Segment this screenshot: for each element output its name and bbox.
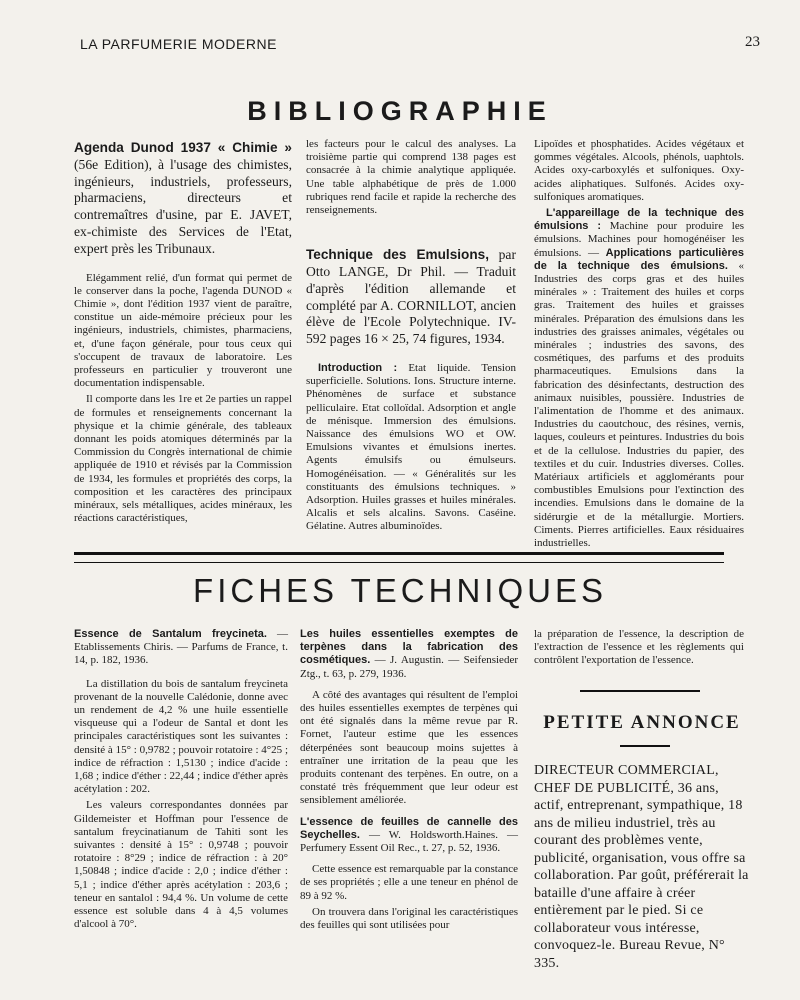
paragraph: Elégamment relié, d'un format qui permet de le conserver dans la poche, l'agenda DUNOD « Chimie », dont l'édition 1937 vient de paraître, constitue un aide-mémoire précieux pour les ingénieurs, industriels, chimistes, pharmaciens, et, d'une façon générale, pour tous ceux qui s'occupent de travaux de laboratoire. Les professeurs en particulier y trouveront une documentation indispensable. (74, 271, 292, 390)
run-in-head: Applications particulières de la technique des émulsions. (534, 246, 745, 272)
fiche-entry-santalum (74, 628, 288, 668)
fiches-techniques-title: FICHES TECHNIQUES (193, 572, 607, 609)
paragraph-introduction (306, 362, 516, 534)
biblio-column-2 (306, 138, 516, 537)
biblio-column-1 (74, 140, 292, 528)
run-in-text: Machine pour produire les émulsions. Machines pour homogénéiser les émulsions. — (534, 220, 744, 259)
entry-title: Technique des Emulsions, (306, 247, 489, 263)
paragraph: Lipoïdes et phosphatides. Acides végétaux et gommes végétales. Alcools, phénols, uaphtols. Acides oxy-carboxylés et sulfoniques. Oxy-acides aliphatiques. Sulfonés. Acides oxy-sulfoniques aromatiques. (534, 138, 744, 203)
entry-description: (56e Edition), à l'usage des chimistes, ingénieurs, industriels, professeurs, pharmaciens, directeurs et contremaîtres d'usine, par E. JAVET, ex-chimiste des Services de l'Etat, expert près les Tribunaux. (74, 156, 292, 256)
petite-annonce-text: DIRECTEUR COMMERCIAL, CHEF DE PUBLICITÉ, 36 ans, actif, entreprenant, sympathique, 18 ans de milieu industriel, très au courant des problèmes vente, publicité, organisation, vous offre sa collaboration. Par goût, préférerait la bataille d'une affaire à créer entièrement par le pied. Si ce collaborateur vous intéresse, convoquez-le. Bureau Revue, N° 335. (534, 763, 749, 971)
paragraph: les facteurs pour le calcul des analyses. La troisième partie qui comprend 138 pages est consacrée à la chimie analytique appliquée. Une table alphabétique de près de 1.000 rubriques rend facile et rapide la recherche des renseignements. (306, 138, 516, 217)
entry-reference: — J. Augustin. — Seifensieder Ztg., t. 63, p. 279, 1936. (300, 654, 518, 680)
entry-title: Essence de Santalum freycineta. (74, 628, 267, 640)
bibliographie-title: BIBLIOGRAPHIE (247, 96, 553, 126)
biblio-entry-agenda (74, 140, 292, 258)
run-in-head: L'appareillage de la technique des émulsions : (534, 207, 744, 233)
run-in-text: Etat liquide. Tension superficielle. Solutions. Ions. Structure interne. Phénomènes de surface et substance pelliculaire. Etat colloïdal. Adsorption et angle de ménisque. Immersion des émulsions. Naissance des émulsions WO et OW. Emulsions vivantes et émulsions inertes. Agents émulsifs ou émulseurs. Homogénéisation. — « Généralités sur les constituants des émulsions techniques. » Adsorption. Huiles grasses et huiles minérales. Alcalis et sels alcalins. Savons. Caséine. Gélatine. Autres albuminoïdes. (306, 362, 516, 533)
entry-description: par Otto LANGE, Dr Phil. — Traduit d'après l'édition allemande et complété par A. CORNILLOT, ancien élève de l'Ecole Polytechnique. IV-592 pages 16 × 25, 74 figures, 1934. (306, 247, 516, 347)
paragraph-appareillage (534, 207, 744, 550)
petite-annonce-title: PETITE ANNONCE (543, 712, 741, 733)
paragraph: La distillation du bois de santalum freycineta provenant de la nouvelle Calédonie, donne avec un rendement de 4,2 % une huile essentielle visqueuse qui a l'odeur de Santal et dont les principales caractéristiques sont les suivantes : densité à 15° : 0,9782 ; pouvoir rotatoire : 4°25 ; indice de réfraction : 1,5130 ; indice d'acide : 1,68 ; indice d'éther : 22,44 ; indice d'éther après acétylation : 202. (74, 677, 288, 796)
running-head: LA PARFUMERIE MODERNE (80, 36, 277, 52)
fiche-entry-cannelle (300, 816, 518, 856)
entry-title: Les huiles essentielles exemptes de terpènes dans la fabrication des cosmétiques. (300, 628, 518, 667)
annonce-rule-top (580, 690, 700, 692)
entry-reference: — Etablissements Chiris. — Parfums de France, t. 14, p. 182, 1936. (74, 628, 288, 667)
entry-title: L'essence de feuilles de cannelle des Seychelles. (300, 815, 518, 841)
annonce-rule-bottom (620, 745, 670, 747)
entry-reference: — W. Holdsworth.Haines. — Perfumery Essent Oil Rec., t. 27, p. 52, 1936. (300, 828, 518, 855)
fiches-column-1 (74, 628, 288, 934)
fiches-column-3 (534, 628, 744, 671)
paragraph: On trouvera dans l'original les caractéristiques des feuilles qui sont utilisées pour (300, 905, 518, 932)
biblio-column-3 (534, 138, 744, 553)
run-in-text: « Industries des corps gras et des huiles minérales » : Traitement des huiles et corps gras. Traitement des huiles et graisses minérales. Préparation des émulsions dans les industries des graisses animales, végétales ou minérales ; industries des savons, des cosmétiques, des parfums et des produits pharmaceutiques. Emulsions dans la fabrication des désinfectants, destruction des animaux nuisibles, poussière. Industries de l'alimentation de l'homme et des animaux. Industries du caoutchouc, des résines, vernis, laques, couleurs et peintures. Industries du bois et de la cellulose. Industries du papier, des textiles et du cuir. Industries diverses. Colles. Matériaux artificiels et agglomérants pour combustibles Emulsions pour l'extinction des incendies. Emulsions dans le domaine de la sidérurgie et de la métallurgie. Mortiers. Ciments. Pierres artificielles. Eaux résiduaires industrielles. (534, 259, 744, 550)
paragraph: A côté des avantages qui résultent de l'emploi des huiles essentielles exemptes de terpènes qui ont été signalés dans la même revue par R. Fornet, l'auteur estime que les essences déterpénées sont beaucoup moins sujettes à entraîner une irritation de la peau que les produits contenant des terpènes. En outre, on a constaté très fréquemment que leur odeur est sensiblement améliorée. (300, 688, 518, 807)
fiches-column-2 (300, 628, 518, 935)
entry-title: Agenda Dunod 1937 « Chimie » (74, 140, 292, 155)
paragraph: la préparation de l'essence, la description de l'extraction de l'essence et les règlements qui contrôlent l'exportation de l'essence. (534, 628, 744, 667)
fiche-entry-terpenes (300, 628, 518, 681)
paragraph: Les valeurs correspondantes données par Gildemeister et Hoffman pour l'essence de santalum freycinatianum de Tahiti sont les suivantes : densité à 15° : 0,9748 ; pouvoir rotatoire : 8°29 ; indice de réfraction : à 20° 1,50848 ; indice d'acide : 2,0 ; indice d'éther : 5,1 ; indice d'éther après acétylation : 203,6 ; teneur en santalol : 94,4 %. Un volume de cette essence est soluble dans 4 à 4,5 volumes d'alcool à 70°. (74, 799, 288, 931)
paragraph: Cette essence est remarquable par la constance de ses propriétés ; elle a une teneur en phénol de 89 à 92 %. (300, 863, 518, 902)
paragraph: Il comporte dans les 1re et 2e parties un rappel de formules et renseignements concernant la physique et la chimie générale, des tableaux donnant les poids atomiques déterminés par la Commission du Congrès international de chimie appliquée de 1910 et révisés par la Commission de 1934, les formules et propriétés des corps, la composition et les caractères des principaux minéraux, sels métalliques, acides minéraux, les réactions caractéristiques, (74, 393, 292, 525)
run-in-head: Introduction : (318, 362, 398, 374)
section-divider (74, 552, 724, 563)
biblio-entry-emulsions (306, 247, 516, 348)
page-number: 23 (745, 34, 760, 50)
